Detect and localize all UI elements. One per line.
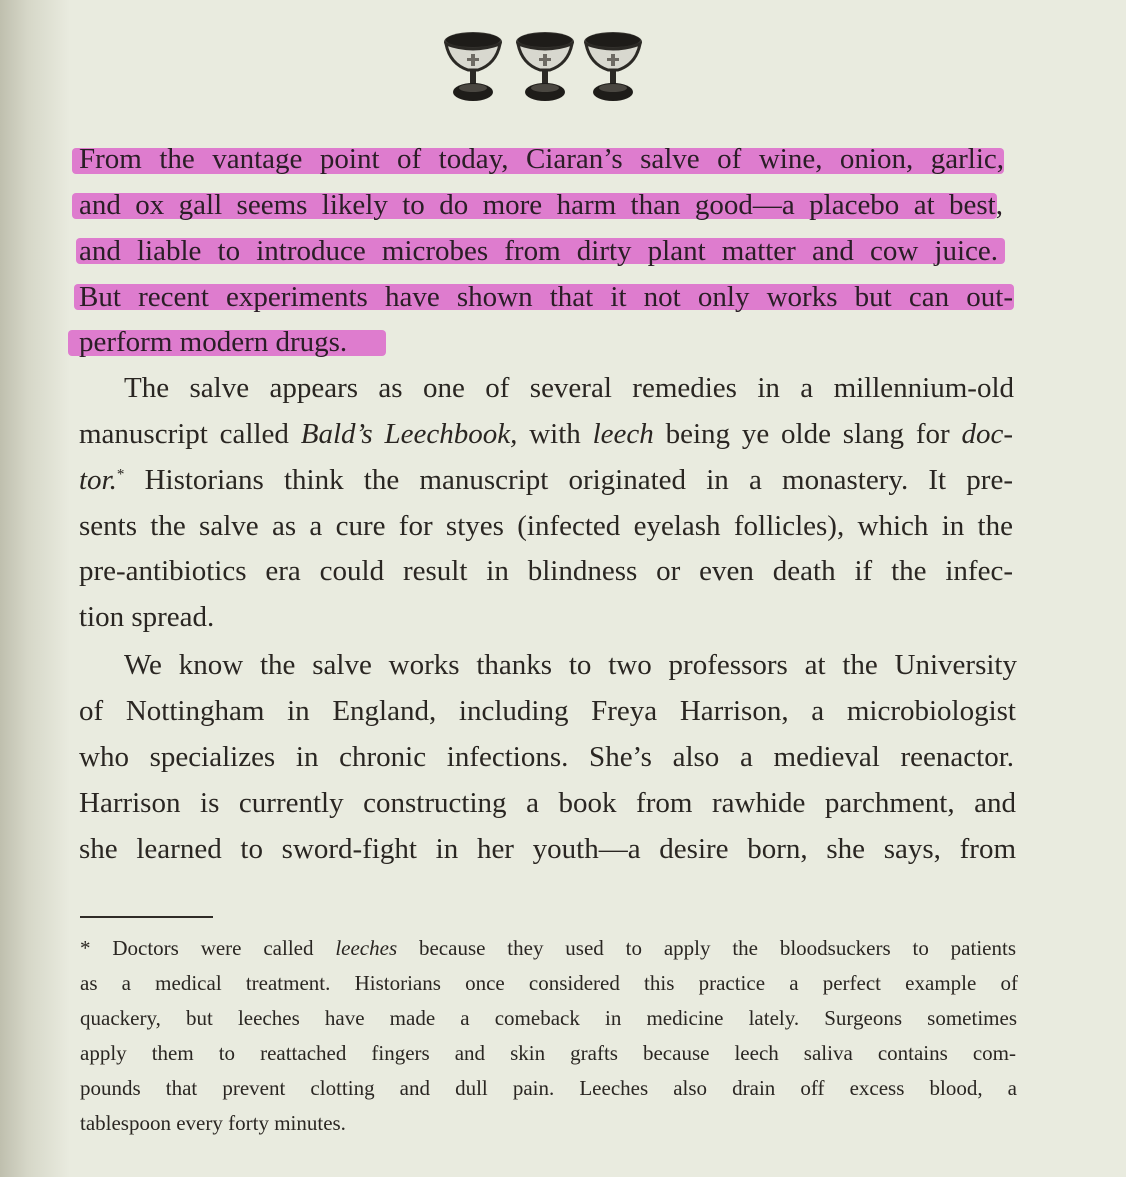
text-line: of Nottingham in England, including Freya Harrison, a microbiologist	[79, 695, 1016, 727]
binding-shadow	[0, 0, 70, 1177]
text-span: being ye olde slang for	[653, 418, 962, 450]
three-goblets-icon	[440, 28, 650, 108]
text-line: sents the salve as a cure for styes (infected eyelash follicles), which in the	[79, 510, 1013, 542]
italic-term: doc-	[961, 418, 1013, 450]
italic-term: leech	[592, 418, 654, 450]
footnote-line: pounds that prevent clotting and dull pain. Leeches also drain off excess blood, a	[80, 1076, 1017, 1100]
text-line: perform modern drugs.	[79, 326, 348, 358]
italic-term: tor.	[79, 464, 117, 496]
text-line: The salve appears as one of several remedies in a millennium-old	[124, 372, 1014, 404]
footnote-line: quackery, but leeches have made a comeback in medicine lately. Surgeons sometimes	[80, 1006, 1017, 1030]
text-line: and ox gall seems likely to do more harm than good—a placebo at best,	[79, 189, 1003, 221]
text-line: tion spread.	[79, 601, 215, 633]
text-span: because they used to apply the bloodsuckers to patients	[397, 936, 1016, 960]
text-line: pre-antibiotics era could result in blindness or even death if the infec-	[79, 555, 1013, 587]
text-line: We know the salve works thanks to two professors at the University	[124, 649, 1017, 681]
footnote-line: apply them to reattached fingers and skin grafts because leech saliva contains com-	[80, 1041, 1016, 1065]
footnote-rule	[80, 916, 213, 918]
text-line: and liable to introduce microbes from dirty plant matter and cow juice.	[79, 235, 998, 267]
text-line	[79, 420, 1013, 449]
text-span: with	[517, 418, 593, 450]
text-line: who specializes in chronic infections. She’s also a medieval reenactor.	[79, 741, 1014, 773]
italic-term: leeches	[335, 936, 398, 960]
text-span: manuscript called	[79, 418, 301, 450]
text-line: From the vantage point of today, Ciaran’s salve of wine, onion, garlic,	[79, 143, 1004, 175]
text-line: But recent experiments have shown that it not only works but can out-	[79, 281, 1013, 313]
footnote-marker: *	[116, 466, 125, 483]
footnote-line: as a medical treatment. Historians once considered this practice a perfect example of	[80, 971, 1018, 995]
footnote-line	[80, 938, 1016, 959]
text-line	[79, 466, 1013, 495]
text-span: * Doctors were called	[80, 936, 336, 960]
text-line: Harrison is currently constructing a book from rawhide parchment, and	[79, 787, 1016, 819]
text-line: she learned to sword-fight in her youth—a desire born, she says, from	[79, 833, 1016, 865]
footnote-line: tablespoon every forty minutes.	[80, 1111, 346, 1135]
book-title: Bald’s Leechbook,	[300, 418, 518, 450]
text-span: Historians think the manuscript originated in a monastery. It pre-	[124, 464, 1013, 496]
